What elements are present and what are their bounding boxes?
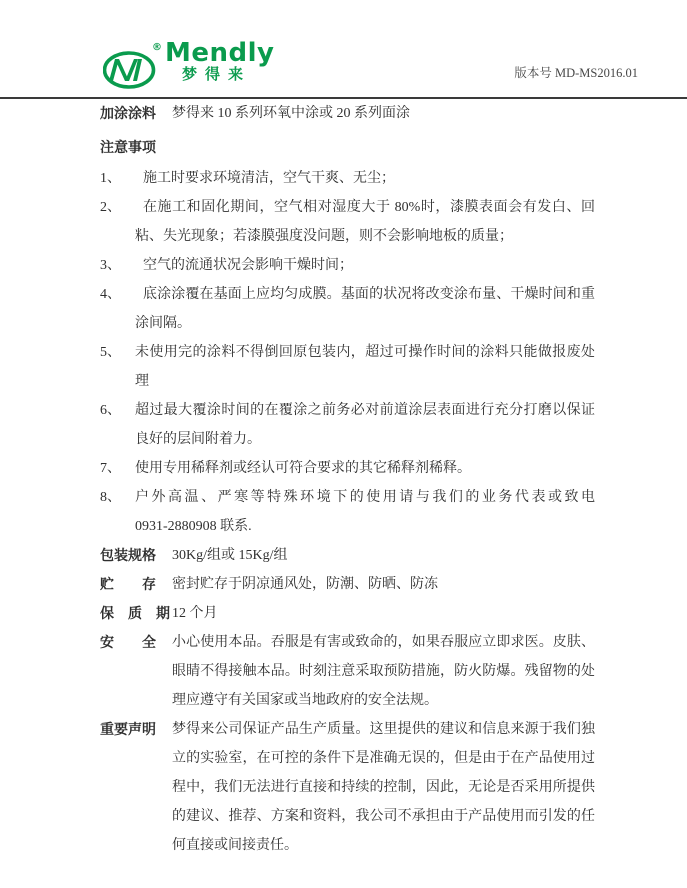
registered-trademark: ®: [152, 42, 162, 53]
brand-logo: [103, 40, 275, 92]
note-item: [100, 193, 687, 251]
brand-wordmark: [165, 40, 275, 85]
note-text: 户外高温、严寒等特殊环境下的使用请与我们的业务代表或致电 0931‑2880908 联系.: [135, 490, 595, 534]
note-number: 4、: [100, 287, 121, 302]
spec-row-storage: [100, 570, 687, 599]
spec-row-packaging: [100, 541, 687, 570]
brand-name-en: Mendly: [165, 38, 275, 68]
note-number: 2、: [100, 200, 121, 215]
spec-value: 小心使用本品。吞服是有害或致命的，如果吞服应立即求医。皮肤、眼睛不得接触本品。时刻注意采取预防措施，防火防爆。残留物的处理应遵守有关国家或当地政府的安全法规。: [172, 635, 595, 708]
note-text: 超过最大覆涂时间的在覆涂之前务必对前道涂层表面进行充分打磨以保证良好的层间附着力。: [135, 403, 595, 447]
recoat-row: [100, 99, 687, 128]
note-number: 8、: [100, 490, 121, 505]
note-item: [100, 338, 687, 396]
note-item: [100, 164, 687, 193]
version-number: 版本号 MD-MS2016.01: [514, 66, 638, 80]
note-text: 使用专用稀释剂或经认可符合要求的其它稀释剂稀释。: [135, 461, 471, 476]
page-header: [0, 0, 687, 99]
note-number: 5、: [100, 345, 121, 360]
recoat-label: 加涂涂料: [100, 105, 156, 121]
spec-value: 30Kg/组或 15Kg/组: [172, 548, 288, 563]
spec-label: 贮 存: [100, 576, 156, 592]
note-item: [100, 280, 687, 338]
note-text: 底涂涂覆在基面上应均匀成膜。基面的状况将改变涂布量、干燥时间和重涂间隔。: [135, 287, 595, 331]
notes-list: [100, 164, 687, 541]
mendly-oval-m-logo-icon: [103, 42, 162, 92]
spec-label: 保 质 期: [100, 605, 170, 621]
note-item: [100, 251, 687, 280]
note-item: [100, 483, 687, 541]
spec-value: 12 个月: [172, 606, 218, 621]
note-text: 未使用完的涂料不得倒回原包装内，超过可操作时间的涂料只能做报废处理: [135, 345, 595, 389]
spec-value: 梦得来公司保证产品生产质量。这里提供的建议和信息来源于我们独立的实验室，在可控的条件下是准确无误的，但是由于在产品使用过程中，我们无法进行直接和持续的控制，因此，无论是否采用所提供的建议、推荐、方案和资料，我公司不承担由于产品使用而引发的任何直接或间接责任。: [172, 722, 595, 853]
note-text: 空气的流通状况会影响干燥时间；: [143, 258, 353, 273]
note-number: 6、: [100, 403, 121, 418]
note-item: [100, 454, 687, 483]
recoat-value: 梦得来 10 系列环氧中涂或 20 系列面涂: [172, 106, 410, 121]
note-item: [100, 396, 687, 454]
note-number: 7、: [100, 461, 121, 476]
note-number: 1、: [100, 171, 121, 186]
spec-rows: [100, 541, 687, 860]
document-body: [0, 99, 687, 860]
spec-value: 密封贮存于阴凉通风处，防潮、防晒、防冻: [172, 577, 438, 592]
spec-row-shelf-life: [100, 599, 687, 628]
spec-label: 安 全: [100, 634, 156, 650]
brand-name-cn: 梦得来: [182, 67, 252, 83]
spec-row-safety: [100, 628, 687, 715]
spec-row-disclaimer: [100, 715, 687, 860]
note-text: 施工时要求环境清洁，空气干爽、无尘；: [143, 171, 395, 186]
spec-label: 包装规格: [100, 547, 156, 563]
note-text: 在施工和固化期间，空气相对湿度大于 80%时，漆膜表面会有发白、回粘、失光现象；若漆膜强度没问题，则不会影响地板的质量；: [135, 200, 595, 244]
notes-heading: 注意事项: [100, 139, 156, 155]
spec-label: 重要声明: [100, 721, 156, 737]
note-number: 3、: [100, 258, 121, 273]
